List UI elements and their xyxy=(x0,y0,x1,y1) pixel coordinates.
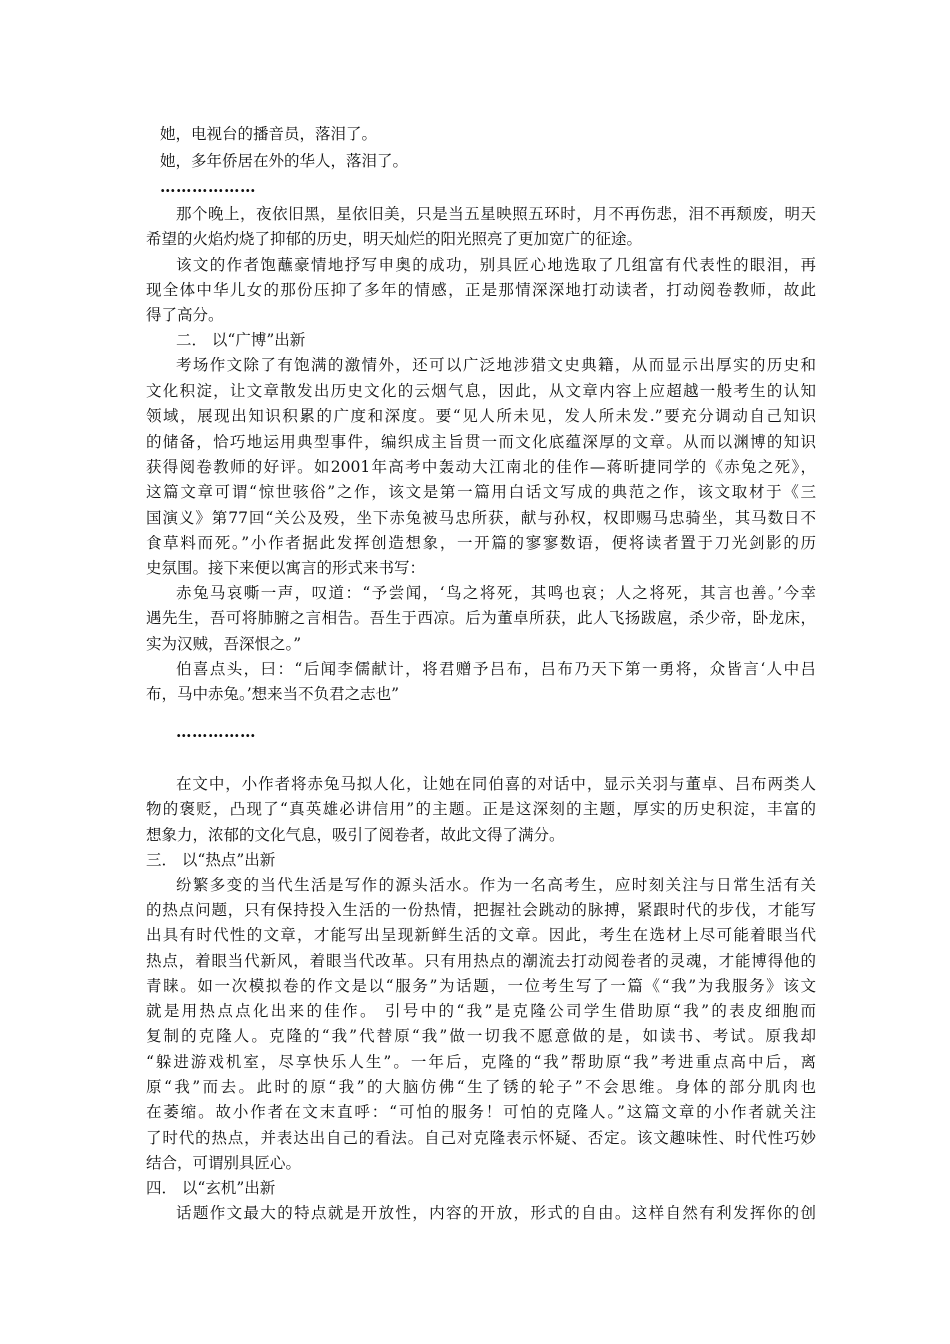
quote-line: 布，马中赤兔。’想来当不负君之志也” xyxy=(146,685,400,703)
text-line: 现全体中华儿女的那份压抑了多年的情感，正是那情深深地打动读者，打动阅卷教师，故此 xyxy=(146,281,816,299)
text-line: 领域，展现出知识积累的广度和深度。要“见人所未见，发人所未发.”要充分调动自己知识 xyxy=(146,407,816,425)
quote-line: 伯喜点头，曰：“后闻李儒献计，将君赠予吕布，吕布乃天下第一勇将，众皆言‘人中吕 xyxy=(176,660,816,678)
text-line: 物的褒贬，凸现了“真英雄必讲信用”的主题。正是这深刻的主题，厚实的历史积淀，丰富的 xyxy=(146,800,816,818)
text-line: 在文中，小作者将赤兔马拟人化，让她在同伯喜的对话中，显示关羽与董卓、吕布两类人 xyxy=(176,775,816,793)
text-line: 考场作文除了有饱满的激情外，还可以广泛地涉猎文史典籍，从而显示出厚实的历史和 xyxy=(176,356,816,374)
text-line: 青睐。如一次模拟卷的作文是以“服务”为话题，一位考生写了一篇《“我”为我服务》该文 xyxy=(146,977,816,995)
text-line: 在萎缩。故小作者在文末直呼：“可怕的服务！可怕的克隆人。”这篇文章的小作者就关注 xyxy=(146,1103,816,1121)
text-line: 出具有时代性的文章，才能写出呈现新鲜生活的文章。因此，考生在选材上尽可能着眼当代 xyxy=(146,926,816,944)
text-line: “躲进游戏机室，尽享快乐人生”。一年后，克隆的“我”帮助原“我”考进重点高中后，离 xyxy=(146,1053,816,1071)
text-line: 国演义》第77回“关公及殁，坐下赤兔被马忠所获，献与孙权，权即赐马忠骑坐，其马数日不 xyxy=(146,509,816,527)
text-line: 她，电视台的播音员，落泪了。 xyxy=(160,125,378,143)
text-line: 话题作文最大的特点就是开放性，内容的开放，形式的自由。这样自然有利发挥你的创 xyxy=(176,1204,816,1222)
ellipsis-line: …………… xyxy=(176,722,256,741)
text-line: 的储备，恰巧地运用典型事件，编织成主旨贯一而文化底蕴深厚的文章。从而以渊博的知识 xyxy=(146,433,816,451)
text-line: 获得阅卷教师的好评。如2001年高考中轰动大江南北的佳作—蒋昕捷同学的《赤兔之死》， xyxy=(146,458,816,476)
text-line: 结合，可谓别具匠心。 xyxy=(146,1154,302,1172)
text-line: 史氛围。接下来便以寓言的形式来书写： xyxy=(146,559,426,577)
text-line: 那个晚上，夜依旧黑，星依旧美，只是当五星映照五环时，月不再伤悲，泪不再颓废，明天 xyxy=(176,205,816,223)
section-heading: 三． 以“热点”出新 xyxy=(146,851,276,869)
text-line: 就是用热点点化出来的佳作。 引号中的“我”是克隆公司学生借助原“我”的表皮细胞而 xyxy=(146,1002,816,1020)
text-line: 热点，着眼当代新风，着眼当代改革。只有用热点的潮流去打动阅卷者的灵魂，才能博得他的 xyxy=(146,952,816,970)
quote-line: 赤兔马哀嘶一声，叹道：“予尝闻，‘鸟之将死，其鸣也哀；人之将死，其言也善。’今幸 xyxy=(176,584,816,602)
text-line: 得了高分。 xyxy=(146,306,224,324)
text-line: 文化积淀，让文章散发出历史文化的云烟气息，因此，从文章内容上应超越一般考生的认知 xyxy=(146,382,816,400)
text-line: 希望的火焰灼烧了抑郁的历史，明天灿烂的阳光照亮了更加宽广的征途。 xyxy=(146,230,643,248)
section-heading: 四． 以“玄机”出新 xyxy=(146,1179,276,1197)
quote-line: 实为汉贼，吾深恨之。” xyxy=(146,635,302,653)
text-line: 想象力，浓郁的文化气息，吸引了阅卷者，故此文得了满分。 xyxy=(146,826,565,844)
quote-line: 遇先生，吾可将肺腑之言相告。吾生于西凉。后为董卓所获，此人飞扬跋扈，杀少帝，卧龙床， xyxy=(146,609,816,627)
text-line: 纷繁多变的当代生活是写作的源头活水。作为一名高考生，应时刻关注与日常生活有关 xyxy=(176,876,816,894)
text-line: 了时代的热点，并表达出自己的看法。自己对克隆表示怀疑、否定。该文趣味性、时代性巧妙 xyxy=(146,1129,816,1147)
text-line: 复制的克隆人。克隆的“我”代替原“我”做一切我不愿意做的是，如读书、考试。原我却 xyxy=(146,1027,816,1045)
ellipsis-line: ……………… xyxy=(160,177,256,196)
section-heading: 二． 以“广博”出新 xyxy=(176,331,306,349)
text-line: 她，多年侨居在外的华人，落泪了。 xyxy=(160,152,409,170)
text-line: 食草料而死。”小作者据此发挥创造想象，一开篇的寥寥数语，便将读者置于刀光剑影的历 xyxy=(146,534,816,552)
text-line: 这篇文章可谓“惊世骇俗”之作，该文是第一篇用白话文写成的典范之作，该文取材于《三 xyxy=(146,483,816,501)
text-line: 原“我”而去。此时的原“我”的大脑仿佛“生了锈的轮子”不会思维。身体的部分肌肉也 xyxy=(146,1078,816,1096)
text-line: 的热点问题，只有保持投入生活的一份热情，把握社会跳动的脉搏，紧跟时代的步伐，才能写 xyxy=(146,901,816,919)
text-line: 该文的作者饱蘸豪情地抒写申奥的成功，别具匠心地选取了几组富有代表性的眼泪，再 xyxy=(176,256,816,274)
